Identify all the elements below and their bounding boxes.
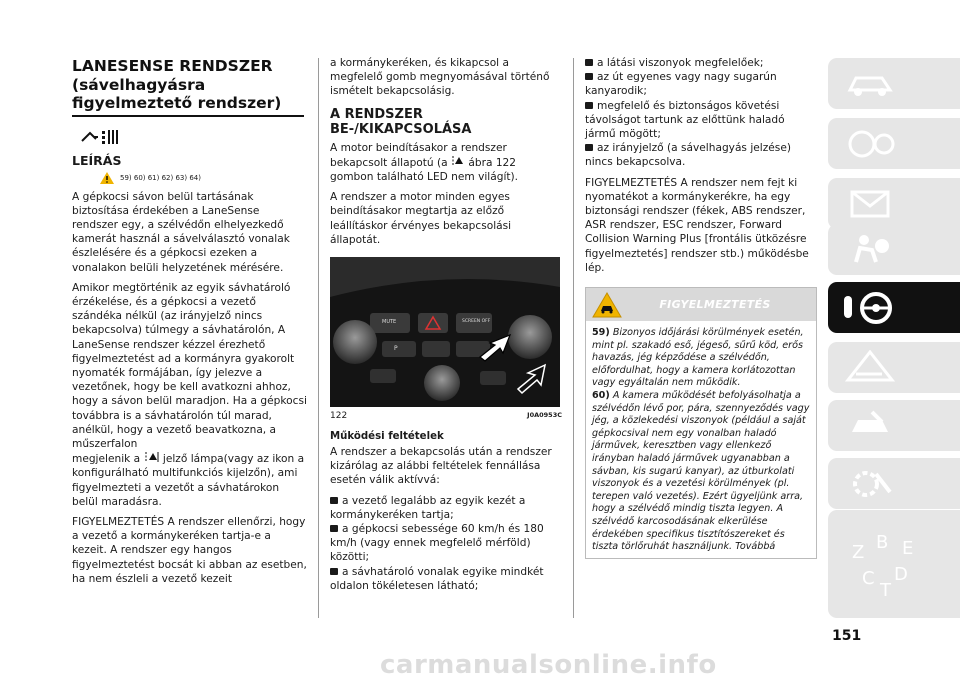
lane-warning-lamp-icon	[144, 451, 160, 463]
warning-box	[585, 287, 817, 559]
figure-caption	[330, 411, 562, 421]
bullet-item	[330, 494, 562, 522]
figure-122-photo	[330, 257, 560, 407]
figure-number: 122	[330, 411, 348, 422]
warning-car-triangle-icon	[592, 292, 622, 318]
chapter-tab-dashboard[interactable]	[828, 118, 960, 169]
bullet-icon	[585, 59, 593, 66]
title-line-3: figyelmeztető rendszer)	[72, 94, 282, 112]
bullet-icon	[585, 73, 593, 80]
paragraph-safety-systems: FIGYELMEZTETÉS A rendszer nem fejt ki nyomatékot a kormánykerékre, ha egy biztonsági rendszer (fékek, ABS rendszer, ASR rendszer, ESC rendszer, Forward Collision Warning Plus [frontális ütközésre figyelmeztetés] rendszer stb.) működésbe lép.	[585, 176, 809, 274]
column-divider-2	[573, 58, 574, 618]
title-underline	[72, 115, 304, 117]
bullet-item	[585, 70, 817, 98]
title-line-1: LANESENSE RENDSZER	[72, 57, 273, 75]
paragraph-onoff	[330, 141, 562, 185]
chapter-tab-maintenance[interactable]	[828, 400, 960, 451]
bullet-text: megfelelő és biztonságos követési távolságot tartunk az előttünk haladó jármű mögött;	[585, 99, 785, 141]
bullet-text: az út egyenes vagy nagy sugarún kanyarodik;	[585, 71, 777, 98]
column-divider-1	[318, 58, 319, 618]
starting-driving-icon	[842, 290, 902, 326]
chapter-tab-service[interactable]	[828, 458, 960, 509]
bullet-icon	[330, 568, 338, 575]
bullet-text: a látási viszonyok megfelelőek;	[597, 57, 764, 69]
lane-departure-icon	[80, 127, 120, 147]
bullet-item	[585, 56, 817, 70]
index-letter-e: E	[902, 538, 914, 559]
index-letter-t: T	[880, 580, 891, 601]
chapter-tab-index[interactable]	[828, 510, 960, 618]
index-letter-z: Z	[852, 542, 865, 563]
maintenance-icon	[842, 408, 902, 442]
bullet-text: a vezető legalább az egyik kezét a kormánykeréken tartja;	[330, 494, 526, 521]
paragraph-onoff-post: ábra 122 gombon található LED nem világít).	[330, 156, 519, 184]
service-icon	[842, 466, 902, 500]
bullet-text: a gépkocsi sebessége 60 km/h és 180 km/h (vagy ennek megfelelő mérföld) közötti;	[330, 523, 544, 564]
index-letter-c: C	[862, 568, 875, 589]
emergency-icon	[842, 350, 902, 384]
warning-triangle-icon	[100, 172, 114, 184]
bullet-icon	[585, 144, 593, 151]
park-button-label: P	[394, 345, 398, 353]
bullet-text: a sávhatároló vonalak egyike mindkét oldalon tökéletesen látható;	[330, 565, 544, 592]
column-left	[72, 0, 308, 592]
figure-code: J0A0953C	[527, 411, 562, 420]
chapter-tab-safety[interactable]	[828, 178, 960, 229]
car-overview-icon	[842, 66, 902, 100]
warning-body	[586, 321, 816, 558]
bullet-item	[585, 99, 817, 142]
airbag-icon	[842, 232, 902, 266]
warning-references	[100, 172, 308, 184]
paragraph-intro: A gépkocsi sávon belül tartásának biztosítása érdekében a LaneSense rendszer egy, a szélvédőn elhelyezkedő kamerát használ a sávelválasztó vonalak észlelésére és a gépkocsi ezeken a vonalakon belüli helyzetének mérésére.	[72, 190, 290, 274]
paragraph-hands-warning: FIGYELMEZTETÉS A rendszer ellenőrzi, hogy a vezető a kormánykeréken tartja-e a kezeit. A rendszer egy hangos figyelmeztetést bocsát ki abban az esetben, ha nem észleli a vezető kezeit	[72, 515, 307, 585]
bullet-icon	[330, 497, 338, 504]
title-line-2: (sávelhagyásra	[72, 75, 206, 94]
bullet-text: az irányjelző (a sávelhagyás jelzése) nincs bekapcsolva.	[585, 142, 791, 169]
warning-60-text: A kamera működését befolyásolhatja a szélvédőn lévő por, pára, szennyeződés vagy jég, a közlekedési viszonyok (például a saját gépkocsival nem egy vonalban haladó járművek, keresztben vagy ellenkező irányban haladó járművek ugyanabban a sávban, kis sugarú kanyar), az útburkolati viszonyok és a vezetési körülmények (pl. terepen való vezetés). Ezért ügyeljünk arra, hogy a szélvédő mindig tiszta legyen. A szélvédő karcosodásának elkerülése érdekében specifikus tisztítószereket és tiszta törlőruhát használjunk. Továbbá	[592, 390, 810, 553]
bullet-item	[330, 565, 562, 593]
paragraph-detection-pre: megjelenik a	[72, 453, 141, 466]
warning-59-text: Bizonyos időjárási körülmények esetén, mint pl. szakadó eső, jégeső, sűrű köd, erős havazás, jég képződése a szélvédőn, előfordulhat, hogy a kamera korlátozottan vagy egyáltalán nem működik.	[592, 327, 804, 389]
index-letter-b: B	[876, 532, 889, 553]
safety-icon	[842, 186, 902, 220]
bullet-icon	[330, 525, 338, 532]
column-right	[585, 0, 817, 559]
section-title	[72, 57, 308, 113]
operating-conditions-heading: Működési feltételek	[330, 431, 444, 443]
watermark: carmanualsonline.info	[380, 650, 717, 680]
warning-title: FIGYELMEZTETÉS	[659, 298, 771, 312]
paragraph-continuation: a kormánykeréken, és kikapcsol a megfelelő gomb megnyomásával történő ismételt bekapcsolásig.	[330, 57, 550, 98]
paragraph-conditions: A rendszer a bekapcsolás után a rendszer kizárólag az alábbi feltételek fennállása esetén válik aktívvá:	[330, 446, 552, 487]
chapter-tab-car-overview[interactable]	[828, 58, 960, 109]
paragraph-detection-text: Amikor megtörténik az egyik sávhatároló érzékelése, és a gépkocsi a vezető szándéka nélkül (az irányjelző nincs bekapcsolva) túlmegy a sávhatárolón, A LaneSense rendszer kézzel érezhető figyelmeztetést ad a kormányra gyakorolt nyomaték formájában, így jelezve a vezetőnek, hogy be kell avatkozni ahhoz, hogy a sávon belül maradjon. Ha a gépkocsi továbbra is a sávhatárolón túl marad, anélkül, hogy a vezető beavatkozna, a műszerfalon	[72, 281, 307, 450]
mute-button-label: MUTE	[382, 319, 397, 326]
warning-60-number: 60)	[592, 390, 610, 402]
chapter-tab-emergency[interactable]	[828, 342, 960, 393]
chapter-tab-starting-driving[interactable]	[828, 282, 960, 333]
screen-off-label: SCREEN OFF	[462, 319, 491, 325]
warning-59-number: 59)	[592, 327, 610, 339]
warning-ref-numbers: 59) 60) 61) 62) 63) 64)	[120, 173, 201, 182]
paragraph-detection	[72, 281, 308, 509]
warning-header	[586, 288, 816, 321]
index-icon	[842, 518, 952, 618]
page-number: 151	[832, 628, 862, 644]
dashboard-buttons-illustration	[330, 257, 560, 407]
bullet-item	[585, 141, 817, 169]
bullet-item	[330, 522, 562, 565]
paragraph-detection-post: jelző lámpa(vagy az ikon a konfigurálható multifunkciós kijelzőn), ami figyelmezteti a vezetőt a sávhatárokon belül maradásra.	[72, 453, 305, 508]
paragraph-memory: A rendszer a motor minden egyes beindításakor megtartja az előző leállításkor érvényes bekapcsolási állapotát.	[330, 191, 512, 246]
column-middle	[330, 0, 562, 593]
chapter-tab-airbag[interactable]	[828, 224, 960, 275]
bullet-icon	[585, 102, 593, 109]
lane-button-icon	[451, 155, 465, 167]
onoff-heading: A RENDSZER BE-/KIKAPCSOLÁSA	[330, 106, 472, 137]
index-letter-d: D	[894, 564, 908, 585]
description-heading: LEÍRÁS	[72, 152, 122, 168]
dashboard-icon	[842, 126, 902, 160]
paragraph-onoff-pre: A motor beindításakor a rendszer bekapcsolt állapotú (a	[330, 141, 507, 169]
